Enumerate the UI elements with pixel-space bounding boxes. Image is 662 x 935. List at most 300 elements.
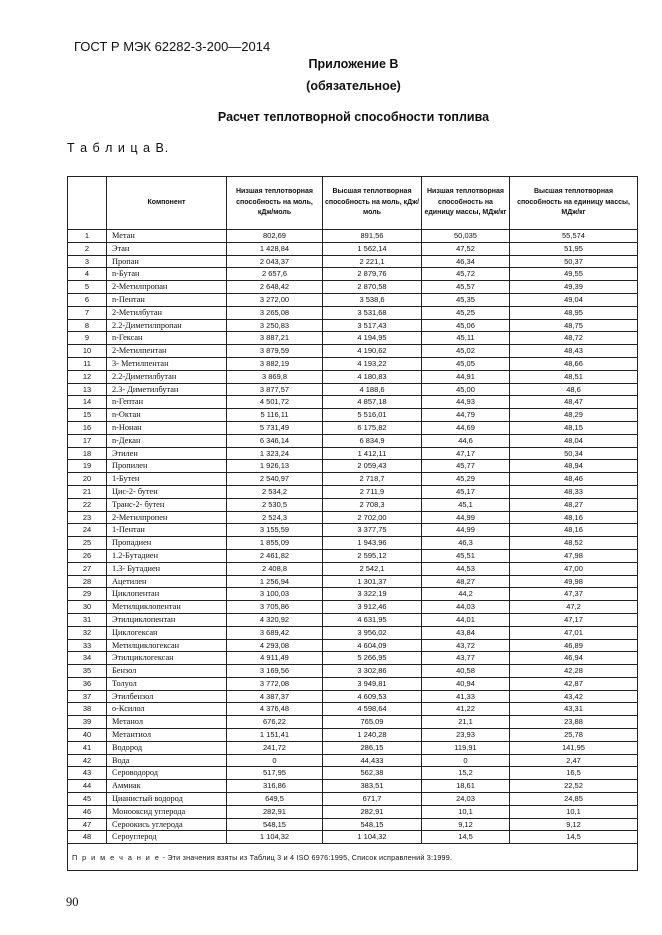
hhv-per-mol: 4 194,95 [323,332,422,345]
table-row [68,281,638,294]
note-lead: П р и м е ч а н и е [72,852,161,862]
hhv-per-mol: 4 190,62 [323,345,422,358]
lhv-per-mol: 5 731,49 [227,421,323,434]
table-row [68,831,638,844]
lhv-per-mol: 3 705,86 [227,601,323,614]
row-number: 34 [68,652,107,665]
hhv-per-mol: 6 175,82 [323,421,422,434]
lhv-per-mass: 44,99 [422,511,510,524]
table-row [68,741,638,754]
row-number: 10 [68,345,107,358]
hhv-per-mass: 47,01 [510,626,638,639]
hhv-per-mol: 5 516,01 [323,409,422,422]
hhv-per-mass: 55,574 [510,230,638,243]
component-name: о-Ксилол [107,703,227,716]
component-name: Цис-2- бутен [107,485,227,498]
hhv-per-mass: 47,98 [510,549,638,562]
hhv-per-mol: 1 562,14 [323,242,422,255]
lhv-per-mol: 1 926,13 [227,460,323,473]
hhv-per-mol: 6 834,9 [323,434,422,447]
lhv-per-mass: 45,29 [422,473,510,486]
hhv-per-mass: 48,29 [510,409,638,422]
table-row [68,383,638,396]
table-row [68,716,638,729]
hhv-per-mass: 46,94 [510,652,638,665]
lhv-per-mass: 45,35 [422,293,510,306]
table-row [68,460,638,473]
table-row [68,690,638,703]
hhv-per-mass: 49,39 [510,281,638,294]
component-name: Этилбензол [107,690,227,703]
table-row [68,319,638,332]
hhv-per-mol: 3 302,86 [323,665,422,678]
component-name: Метанол [107,716,227,729]
component-name: Метилциклопентан [107,601,227,614]
component-name: 2.2-Диметилбутан [107,370,227,383]
hhv-per-mass: 43,42 [510,690,638,703]
lhv-per-mol: 2 540,97 [227,473,323,486]
table-row [68,345,638,358]
table-row [68,549,638,562]
lhv-per-mass: 0 [422,754,510,767]
component-name: Этан [107,242,227,255]
lhv-per-mol: 2 530,5 [227,498,323,511]
table-row [68,626,638,639]
table-header-row [68,177,638,230]
lhv-per-mass: 21,1 [422,716,510,729]
table-row [68,562,638,575]
table-row [68,473,638,486]
lhv-per-mass: 50,035 [422,230,510,243]
row-number: 12 [68,370,107,383]
hhv-per-mass: 50,34 [510,447,638,460]
table-row [68,524,638,537]
lhv-per-mass: 9,12 [422,818,510,831]
table-row [68,447,638,460]
table-row [68,332,638,345]
row-number: 42 [68,754,107,767]
lhv-per-mol: 517,95 [227,767,323,780]
hhv-per-mol: 2 708,3 [323,498,422,511]
lhv-per-mol: 3 869,8 [227,370,323,383]
lhv-per-mol: 2 657,6 [227,268,323,281]
lhv-per-mass: 44,6 [422,434,510,447]
table-row [68,767,638,780]
table-row [68,255,638,268]
hhv-per-mass: 48,95 [510,306,638,319]
row-number: 18 [68,447,107,460]
row-number: 40 [68,729,107,742]
hhv-per-mol: 5 266,95 [323,652,422,665]
row-number: 7 [68,306,107,319]
table-row [68,588,638,601]
column-header-number [68,177,107,230]
table-row [68,268,638,281]
component-name: Этилциклопентан [107,613,227,626]
lhv-per-mass: 45,1 [422,498,510,511]
hhv-per-mol: 2 221,1 [323,255,422,268]
hhv-per-mass: 43,31 [510,703,638,716]
lhv-per-mass: 45,72 [422,268,510,281]
lhv-per-mass: 14,5 [422,831,510,844]
hhv-per-mass: 42,28 [510,665,638,678]
hhv-per-mass: 47,17 [510,613,638,626]
table-row [68,613,638,626]
row-number: 47 [68,818,107,831]
hhv-per-mass: 47,2 [510,601,638,614]
hhv-per-mass: 48,6 [510,383,638,396]
row-number: 39 [68,716,107,729]
lhv-per-mol: 6 346,14 [227,434,323,447]
table-row [68,665,638,678]
lhv-per-mass: 45,02 [422,345,510,358]
hhv-per-mass: 48,27 [510,498,638,511]
component-name: 1-Пентан [107,524,227,537]
lhv-per-mol: 282,91 [227,805,323,818]
component-name: 2-Метилпропан [107,281,227,294]
hhv-per-mass: 23,88 [510,716,638,729]
hhv-per-mass: 48,16 [510,511,638,524]
hhv-per-mol: 3 956,02 [323,626,422,639]
row-number: 11 [68,357,107,370]
hhv-per-mass: 48,51 [510,370,638,383]
component-name: n-Октан [107,409,227,422]
table-row [68,511,638,524]
component-name: Сероводород [107,767,227,780]
lhv-per-mol: 4 387,37 [227,690,323,703]
lhv-per-mol: 1 104,32 [227,831,323,844]
lhv-per-mol: 1 855,09 [227,537,323,550]
hhv-per-mass: 50,37 [510,255,638,268]
note-text: - Эти значения взяты из Таблиц 3 и 4 ISO 6976:1995, Список исправлений 3:1999. [160,852,453,862]
component-name: Метилциклогексан [107,639,227,652]
hhv-per-mol: 3 517,43 [323,319,422,332]
column-header-lhv-per-mass: Низшая теплотворная способность на единицу массы, МДж/кг [422,177,510,230]
hhv-per-mass: 2,47 [510,754,638,767]
row-number: 45 [68,793,107,806]
lhv-per-mol: 2 648,42 [227,281,323,294]
component-name: Пропилен [107,460,227,473]
hhv-per-mass: 25,78 [510,729,638,742]
lhv-per-mass: 44,69 [422,421,510,434]
row-number: 35 [68,665,107,678]
component-name: Аммиак [107,780,227,793]
hhv-per-mass: 9,12 [510,818,638,831]
lhv-per-mol: 2 461,82 [227,549,323,562]
hhv-per-mol: 1 301,37 [323,575,422,588]
hhv-per-mass: 49,98 [510,575,638,588]
lhv-per-mol: 2 043,37 [227,255,323,268]
hhv-per-mass: 10,1 [510,805,638,818]
lhv-per-mol: 3 689,42 [227,626,323,639]
component-name: Циклогексан [107,626,227,639]
hhv-per-mol: 4 188,6 [323,383,422,396]
lhv-per-mol: 1 256,94 [227,575,323,588]
component-name: Ацетилен [107,575,227,588]
lhv-per-mol: 2 524,3 [227,511,323,524]
lhv-per-mol: 3 877,57 [227,383,323,396]
hhv-per-mol: 891,56 [323,230,422,243]
component-name: Водород [107,741,227,754]
hhv-per-mol: 4 609,53 [323,690,422,703]
lhv-per-mol: 802,69 [227,230,323,243]
component-name: Этилен [107,447,227,460]
hhv-per-mol: 2 711,9 [323,485,422,498]
hhv-per-mass: 47,37 [510,588,638,601]
hhv-per-mass: 49,04 [510,293,638,306]
row-number: 6 [68,293,107,306]
component-name: Пропан [107,255,227,268]
column-header-hhv-per-mass: Высшая теплотворная способность на единицу массы, МДж/кг [510,177,638,230]
hhv-per-mass: 48,72 [510,332,638,345]
lhv-per-mol: 3 265,08 [227,306,323,319]
hhv-per-mol: 1 943,96 [323,537,422,550]
row-number: 21 [68,485,107,498]
lhv-per-mol: 548,15 [227,818,323,831]
component-name: Этилциклогексан [107,652,227,665]
row-number: 2 [68,242,107,255]
lhv-per-mol: 1 428,84 [227,242,323,255]
table-note [68,844,638,871]
row-number: 13 [68,383,107,396]
lhv-per-mass: 45,06 [422,319,510,332]
row-number: 23 [68,511,107,524]
lhv-per-mass: 48,27 [422,575,510,588]
lhv-per-mol: 3 155,59 [227,524,323,537]
lhv-per-mass: 45,05 [422,357,510,370]
lhv-per-mass: 44,99 [422,524,510,537]
hhv-per-mass: 14,5 [510,831,638,844]
row-number: 22 [68,498,107,511]
lhv-per-mol: 5 116,11 [227,409,323,422]
lhv-per-mass: 119,91 [422,741,510,754]
component-name: 2-Метилпропен [107,511,227,524]
lhv-per-mol: 3 169,56 [227,665,323,678]
hhv-per-mol: 3 322,19 [323,588,422,601]
hhv-per-mol: 2 870,58 [323,281,422,294]
lhv-per-mol: 649,5 [227,793,323,806]
hhv-per-mol: 1 240,28 [323,729,422,742]
component-name: n-Гексан [107,332,227,345]
lhv-per-mol: 316,86 [227,780,323,793]
hhv-per-mol: 383,51 [323,780,422,793]
lhv-per-mass: 45,00 [422,383,510,396]
hhv-per-mol: 2 595,12 [323,549,422,562]
appendix-status: (обязательное) [306,79,401,93]
hhv-per-mol: 282,91 [323,805,422,818]
hhv-per-mol: 3 377,75 [323,524,422,537]
lhv-per-mass: 10,1 [422,805,510,818]
lhv-per-mass: 44,2 [422,588,510,601]
lhv-per-mass: 45,11 [422,332,510,345]
hhv-per-mass: 22,52 [510,780,638,793]
standard-code: ГОСТ Р МЭК 62282-3-200—2014 [74,39,271,54]
component-name: 1.3- Бутадиен [107,562,227,575]
table-row [68,396,638,409]
row-number: 16 [68,421,107,434]
table-row [68,498,638,511]
row-number: 33 [68,639,107,652]
lhv-per-mass: 45,17 [422,485,510,498]
table-row [68,729,638,742]
table-row [68,409,638,422]
hhv-per-mol: 562,38 [323,767,422,780]
table-row [68,780,638,793]
row-number: 44 [68,780,107,793]
table-row [68,357,638,370]
row-number: 38 [68,703,107,716]
page-number: 90 [66,895,79,909]
hhv-per-mol: 2 542,1 [323,562,422,575]
lhv-per-mol: 0 [227,754,323,767]
hhv-per-mass: 46,89 [510,639,638,652]
lhv-per-mol: 4 501,72 [227,396,323,409]
component-name: 2.2-Диметилпропан [107,319,227,332]
lhv-per-mass: 46,34 [422,255,510,268]
hhv-per-mol: 4 857,18 [323,396,422,409]
lhv-per-mol: 2 534,2 [227,485,323,498]
hhv-per-mol: 548,15 [323,818,422,831]
lhv-per-mass: 23,93 [422,729,510,742]
hhv-per-mass: 48,75 [510,319,638,332]
row-number: 19 [68,460,107,473]
row-number: 15 [68,409,107,422]
component-name: Монооксид углерода [107,805,227,818]
hhv-per-mass: 16,5 [510,767,638,780]
column-header-lhv-per-mol: Низшая теплотворная способность на моль, кДж/моль [227,177,323,230]
lhv-per-mol: 4 320,92 [227,613,323,626]
row-number: 46 [68,805,107,818]
row-number: 32 [68,626,107,639]
lhv-per-mass: 40,58 [422,665,510,678]
hhv-per-mol: 4 598,64 [323,703,422,716]
hhv-per-mol: 2 879,76 [323,268,422,281]
component-name: Сероуглерод [107,831,227,844]
component-name: 2.3- Диметилбутан [107,383,227,396]
component-name: n-Пентан [107,293,227,306]
table-row [68,677,638,690]
lhv-per-mass: 44,93 [422,396,510,409]
row-number: 8 [68,319,107,332]
table-note-row [68,844,638,871]
hhv-per-mass: 48,04 [510,434,638,447]
table-row [68,575,638,588]
lhv-per-mol: 4 293,08 [227,639,323,652]
hhv-per-mol: 3 531,68 [323,306,422,319]
component-name: Циклопентан [107,588,227,601]
lhv-per-mass: 44,53 [422,562,510,575]
table-caption: Т а б л и ц а В. [67,141,170,155]
hhv-per-mol: 2 702,00 [323,511,422,524]
component-name: 2-Метилбутан [107,306,227,319]
hhv-per-mass: 48,66 [510,357,638,370]
lhv-per-mass: 43,72 [422,639,510,652]
lhv-per-mass: 45,25 [422,306,510,319]
table-body [68,230,638,844]
hhv-per-mol: 671,7 [323,793,422,806]
lhv-per-mass: 40,94 [422,677,510,690]
hhv-per-mass: 48,94 [510,460,638,473]
table-row [68,242,638,255]
row-number: 4 [68,268,107,281]
row-number: 1 [68,230,107,243]
hhv-per-mass: 49,55 [510,268,638,281]
row-number: 30 [68,601,107,614]
component-name: n-Бутан [107,268,227,281]
table-row [68,485,638,498]
lhv-per-mass: 46,3 [422,537,510,550]
hhv-per-mass: 24,85 [510,793,638,806]
component-name: Бензол [107,665,227,678]
hhv-per-mol: 4 193,22 [323,357,422,370]
hhv-per-mol: 3 538,6 [323,293,422,306]
hhv-per-mol: 44,433 [323,754,422,767]
table-row [68,537,638,550]
row-number: 5 [68,281,107,294]
hhv-per-mol: 1 104,32 [323,831,422,844]
lhv-per-mol: 3 879,59 [227,345,323,358]
table-row [68,793,638,806]
table-row [68,818,638,831]
component-name: Пропадиен [107,537,227,550]
hhv-per-mass: 48,33 [510,485,638,498]
hhv-per-mass: 48,16 [510,524,638,537]
row-number: 26 [68,549,107,562]
table-row [68,639,638,652]
row-number: 48 [68,831,107,844]
lhv-per-mol: 1 151,41 [227,729,323,742]
lhv-per-mol: 2 408,8 [227,562,323,575]
component-name: Транс-2- бутен [107,498,227,511]
hhv-per-mass: 48,52 [510,537,638,550]
lhv-per-mass: 43,84 [422,626,510,639]
lhv-per-mass: 44,03 [422,601,510,614]
table-row [68,805,638,818]
lhv-per-mol: 3 250,83 [227,319,323,332]
lhv-per-mol: 3 882,19 [227,357,323,370]
row-number: 27 [68,562,107,575]
lhv-per-mass: 18,61 [422,780,510,793]
component-name: 1-Бутен [107,473,227,486]
lhv-per-mol: 4 911,49 [227,652,323,665]
lhv-per-mass: 45,51 [422,549,510,562]
appendix-title: Приложение В [308,57,399,71]
table-row [68,754,638,767]
table-row [68,421,638,434]
row-number: 37 [68,690,107,703]
hhv-per-mass: 47,00 [510,562,638,575]
hhv-per-mol: 2 718,7 [323,473,422,486]
row-number: 17 [68,434,107,447]
lhv-per-mass: 15,2 [422,767,510,780]
table-row [68,230,638,243]
component-name: Цианистый водород [107,793,227,806]
lhv-per-mol: 241,72 [227,741,323,754]
lhv-per-mass: 44,91 [422,370,510,383]
lhv-per-mass: 45,77 [422,460,510,473]
lhv-per-mass: 43,77 [422,652,510,665]
table-row [68,370,638,383]
hhv-per-mol: 2 059,43 [323,460,422,473]
hhv-per-mass: 48,46 [510,473,638,486]
hhv-per-mass: 48,15 [510,421,638,434]
row-number: 43 [68,767,107,780]
row-number: 14 [68,396,107,409]
table-row [68,703,638,716]
hhv-per-mass: 141,95 [510,741,638,754]
lhv-per-mass: 44,79 [422,409,510,422]
lhv-per-mass: 44,01 [422,613,510,626]
